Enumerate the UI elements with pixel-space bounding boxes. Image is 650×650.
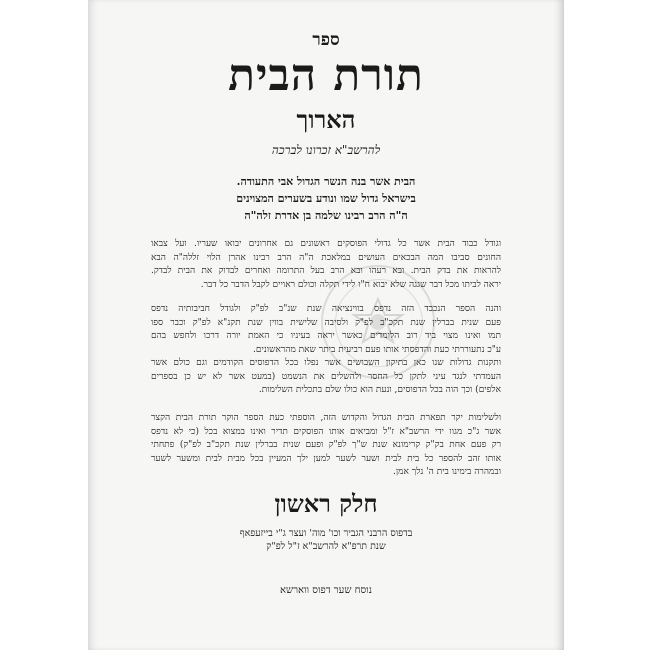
printing-line: שנת תרפ"א להרשב"א ז"ל לפ"ק [266,541,386,552]
description-block [89,173,563,224]
paragraph-line: ולשלימות יקר תפארת הבית הגדול והקדוש הזה, הוספתי כעת הספר הוקר תורת הבית הקצר [151,413,501,423]
description-line: הבית אשר בנה הנשר הגדול אבי התעודה. [236,175,416,188]
book-label: ספר [312,30,340,50]
paragraph-line: פעם שנית בברלין שנת תקכ"ב לפ"ק ולסיבה שלישית בווין שנת תקנ"א לפ"ק וכבר ספו [151,317,501,328]
paragraph-line: אותו זהב להספר כל בית לבית ושער לשער למען ילך המעיין בכל מבית לבית ומשער לשער [151,453,501,464]
printing-info [89,527,563,553]
paragraph-line: אלפים) וכך הוה בכל הדפוסים, ונעת הוא כולו שלם בתכלית השלימות. [258,385,501,395]
paragraph-line: ובמהרה בימינו בית ה' נלך אמן. [393,467,501,477]
paragraph-line: וגודל כבוד הבית אשר כל גדולי הפוסקים ראשונים גם אחרונים יבואו שעריו. ועל צבאו [151,239,501,249]
book-subtitle: הארוך [296,105,356,134]
paragraph-line: אשר ג"כ מגוו ידי הרשב"א ז"ל ומביאים אותו הפוסקים תדיר ואינו במצוא בכל (כי לא נדפס [151,426,501,437]
paragraph-line: להראות את בדק הבית. ובא רעהו ובא הרב בעל התרומה ואחרים לבדוק את הבית לבדק. [151,266,501,276]
book-page [88,0,564,650]
paragraph-line: החונים סביבו המה הבכאים העושים במלאכת ה"ה הרב רבינו אהרן הלוי זללה"ה הבא [151,252,501,263]
paragraph-3 [151,357,501,398]
description-line: בישראל גדול שמו ונודע בשערים המצוינים [236,192,416,205]
paragraph-line: יראה לביתו מכל דבר שגגה שלא יבוא ח"ו לידי תקלה וכולם ראויים לקבל הדבר כל דבר. [200,279,501,290]
paragraph-line: רק פעם אחת בק"ק קרימונא שנת ש"ך לפ"ק ופעם שנית בברלין שנת תקכ"ב לפ"ק) פתחתי [151,440,501,450]
description-line: ה"ה הרב רבינו שלמה בן אדרת זלה"ה [244,209,408,222]
part-title: חלק ראשון [274,489,378,518]
paragraph-line: ע"כ נתעוררתי כעת והדפסתי אותו פעם רביעית ביתר שאת מהראשונים. [253,344,501,355]
paragraph-line: תמו ואינו מצוי ביד רוב הלומדים כאשר יראה בעיניו כי האמת יורה דרכו ולחפש בהם [151,331,501,341]
paragraph-line: ותקנות גדולות שנו כאן בתיקון השבושים אשר נפלו בכל הדפוסים הקודמים וגם כולם אשר [151,358,501,368]
paragraph-1 [151,238,501,292]
printing-line: בדפוס הרבני הגביר וכו' מוה' ועצר ג"י בייזעפאף [239,528,413,539]
paragraph-line: והנה הספר הנכבד הזה נדפס בווינציאה שנת שנ"ב לפ"ק ולגודל חביבותיה נדפס [151,304,501,314]
nusach-line: נוסח שער דפוס ווארשא [279,585,372,596]
paragraph-line: העמדתי לנגד עיני לתקן כל החסר ולהשלים את הנשמט (במעט אשר לא יש כן בספרים [151,371,501,382]
book-title: תורת הבית [228,50,424,101]
author-line: להרשב"א זכרונו לברכה [271,143,381,157]
paragraph-2 [151,303,501,357]
paragraph-4 [151,412,501,480]
